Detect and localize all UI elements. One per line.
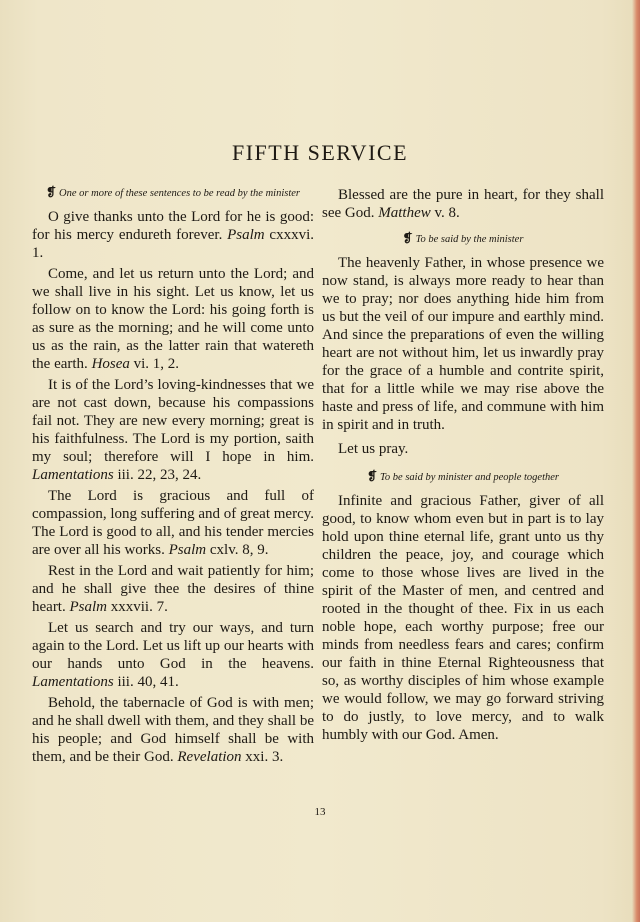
paragraph-mark-icon: ❡ [366, 469, 378, 483]
right-column [322, 186, 604, 747]
sentence-paragraph: Behold, the tabernacle of God is with men; and he shall dwell with them, and they shall be his people; and God himself shall be with them, and be their God. Revelation xxi. 3. [32, 695, 314, 765]
left-column [32, 186, 314, 769]
sentences-list [32, 208, 314, 766]
sentence-matthew: Blessed are the pure in heart, for they shall see God. Matthew v. 8. [322, 187, 604, 221]
sentence-paragraph: Let us search and try our ways, and turn again to the Lord. Let us lift up our hearts with our hands unto God in the heavens. Lamentations iii. 40, 41. [32, 620, 314, 690]
sentence-paragraph: It is of the Lord’s loving-kindnesses that we are not cast down, because his compassions fail not. They are new every morning; great is his faithfulness. The Lord is my portion, saith my soul; therefore will I hope in him. Lamentations iii. 22, 23, 24. [32, 377, 314, 483]
page-title: FIFTH SERVICE [231, 140, 409, 165]
paragraph-mark-icon: ❡ [402, 231, 413, 245]
paragraph-mark-icon: ❡ [45, 185, 57, 199]
page-number: 13 [314, 806, 326, 818]
exhortation: The heavenly Father, in whose presence we now stand, is always more ready to hear than we to pray; nor does anything hide him from us but the veil of our impure and earthly mind. And since the preparations of even the willing heart are not without him, let us inwardly pray for the grace of a humble and contrite spirit, that for a little while we may rise above the haste and press of life, and commune with him in spirit and in truth. [322, 255, 604, 433]
rubric-minister: ❡ To be said by the minister [402, 231, 524, 245]
let-us-pray: Let us pray. [338, 441, 409, 457]
sentence-paragraph: The Lord is gracious and full of compassion, long suffering and of great mercy. The Lord is good to all, and his tender mercies are over all his works. Psalm cxlv. 8, 9. [32, 488, 315, 558]
rubric-together: ❡ To be said by minister and people together [366, 469, 560, 483]
page-edge [632, 0, 640, 922]
collect-prayer: Infinite and gracious Father, giver of all good, to know whom even but in part is to lay hold upon thine eternal life, grant unto us thy children the peace, joy, and courage which come to those whose lives are lived in the spirit of the Master of men, and centred and rooted in the thought of thee. Fix in us each noble hope, each worthy purpose; free our minds from needless fears and cares; confirm our faith in thine Eternal Righteousness that so, as worthy disciples of him whose example we would follow, we may go forward striving to do justly, to love mercy, and to walk humbly with our God. Amen. [322, 493, 604, 743]
rubric-sentences: ❡ One or more of these sentences to be read by the minister [45, 185, 301, 199]
sentence-paragraph: O give thanks unto the Lord for he is good: for his mercy endureth forever. Psalm cxxxvi. 1. [32, 209, 315, 261]
sentence-paragraph: Come, and let us return unto the Lord; and we shall live in his sight. Let us know, let us follow on to know the Lord: his going forth is as sure as the morning; and he will come unto us as the rain, as the latter rain that watereth the earth. Hosea vi. 1, 2. [32, 266, 314, 372]
sentence-paragraph: Rest in the Lord and wait patiently for him; and he shall give thee the desires of thine heart. Psalm xxxvii. 7. [32, 563, 314, 615]
